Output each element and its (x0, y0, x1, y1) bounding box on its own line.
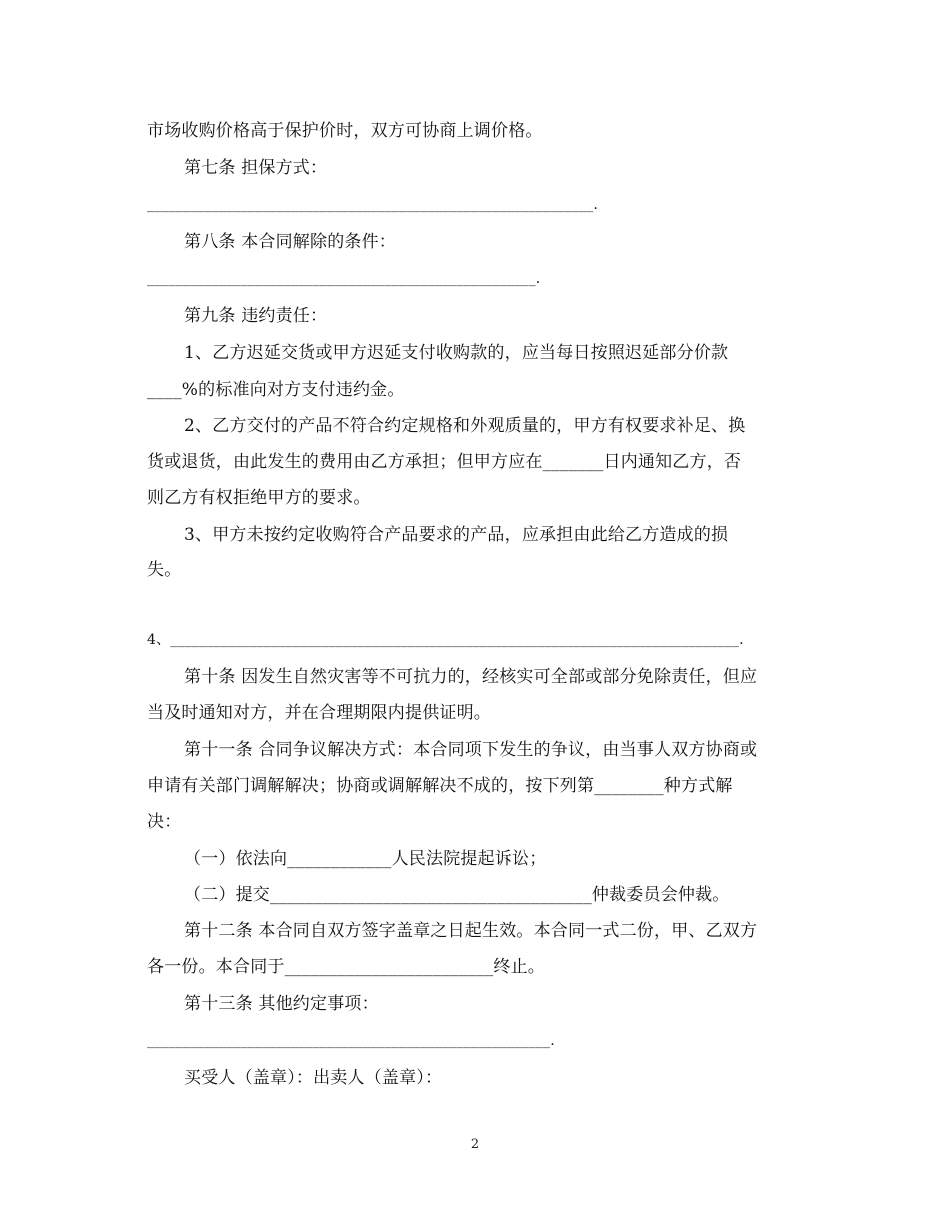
text-line: 市场收购价格高于保护价时，双方可协商上调价格。 (147, 121, 543, 141)
article-8-heading: 第八条 本合同解除的条件： (184, 232, 397, 252)
article-9-heading: 第九条 违约责任： (184, 306, 328, 326)
blank-fill-line: ________________________________________________________. (147, 1033, 555, 1049)
text-line: 申请有关部门调解解决；协商或调解解决不成的，按下列第________种方式解 (147, 776, 733, 796)
option-1: （一）依法向____________人民法院提起诉讼； (184, 849, 547, 869)
article-12: 第十二条 本合同自双方签字盖章之日起生效。本合同一式二份，甲、乙双方 (184, 921, 758, 941)
signature-line: 买受人（盖章）：出卖人（盖章）： (184, 1068, 443, 1088)
blank-fill-line: ______________________________________________________________. (147, 197, 599, 213)
text-line: ____%的标准向对方支付违约金。 (147, 380, 405, 400)
blank-fill-line: 4、_______________________________________________________________________________. (147, 632, 744, 648)
article-11: 第十一条 合同争议解决方式：本合同项下发生的争议，由当事人双方协商或 (184, 740, 758, 760)
text-line: 各一份。本合同于________________________终止。 (147, 957, 545, 977)
text-line: 3、甲方未按约定收购符合产品要求的产品，应承担由此给乙方造成的损 (184, 525, 729, 545)
article-10: 第十条 因发生自然灾害等不可抗力的，经核实可全部或部分免除责任，但应 (184, 667, 758, 687)
text-line: 失。 (147, 560, 182, 580)
text-line: 则乙方有权拒绝甲方的要求。 (147, 488, 371, 508)
blank-fill-line: ______________________________________________________. (147, 271, 541, 287)
text-line: 货或退货，由此发生的费用由乙方承担；但甲方应在_______日内通知乙方，否 (147, 452, 742, 472)
article-7-heading: 第七条 担保方式： (184, 158, 328, 178)
article-13-heading: 第十三条 其他约定事项： (184, 994, 379, 1014)
page-number: 2 (470, 1137, 480, 1152)
text-line: 2、乙方交付的产品不符合约定规格和外观质量的，甲方有权要求补足、换 (184, 416, 746, 436)
text-line: 决： (147, 812, 182, 832)
text-line: 当及时通知对方，并在合理期限内提供证明。 (147, 703, 491, 723)
text-line: 1、乙方迟延交货或甲方迟延支付收购款的，应当每日按照迟延部分价款 (184, 343, 729, 363)
option-2: （二）提交_____________________________________仲裁委员会仲裁。 (184, 885, 730, 905)
